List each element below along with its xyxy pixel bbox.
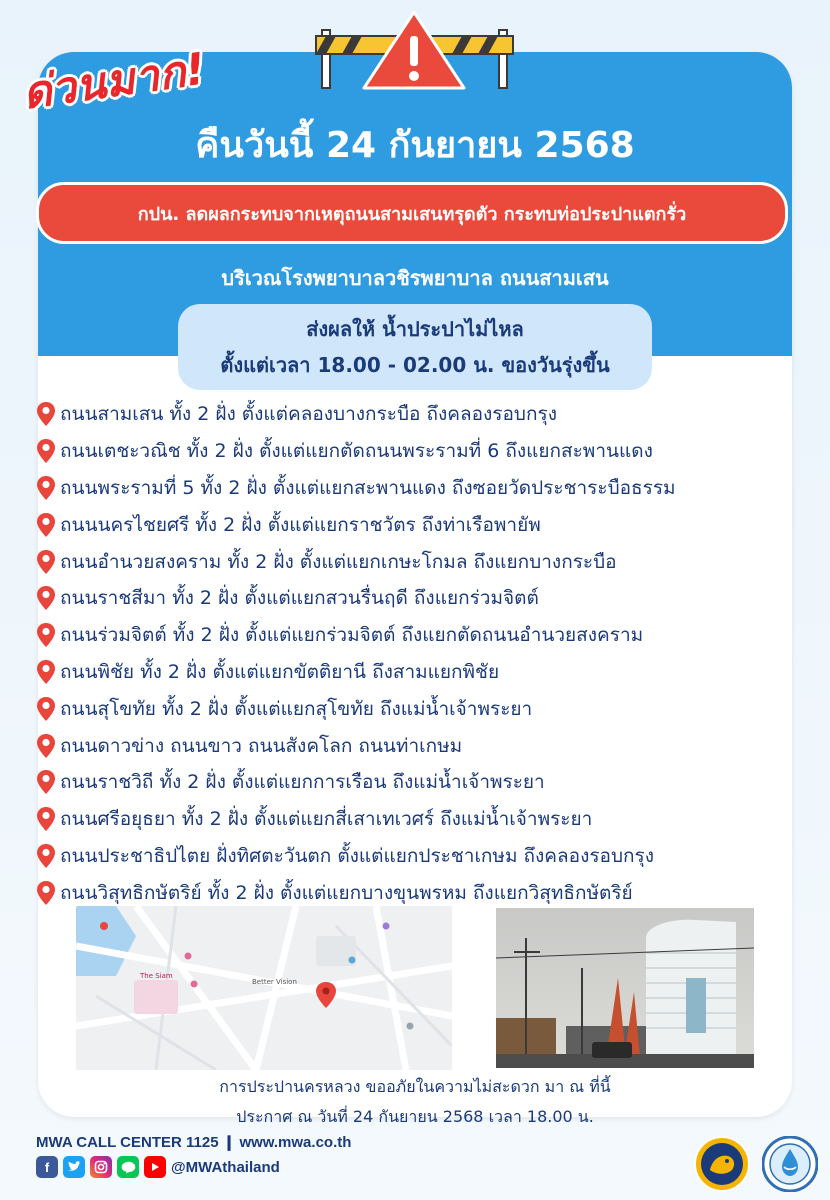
road-text: ถนนสุโขทัย ทั้ง 2 ฝั่ง ตั้งแต่แยกสุโขทัย ถึงแม่น้ำเจ้าพระยา xyxy=(60,697,533,720)
map-label-vision: Better Vision xyxy=(252,978,297,986)
location-text: บริเวณโรงพยาบาลวชิรพยาบาล ถนนสามเสน xyxy=(221,266,609,290)
location-pin-icon xyxy=(36,880,56,906)
location-pin-icon xyxy=(36,733,56,759)
list-item xyxy=(36,764,796,801)
announce-date: ประกาศ ณ วันที่ 24 กันยายน 2568 เวลา 18.00 น. xyxy=(236,1107,594,1126)
headline-banner: กปน. ลดผลกระทบจากเหตุถนนสามเสนทรุดตัว กระทบท่อประปาแตกรั่ว xyxy=(36,182,788,244)
list-item xyxy=(36,801,796,838)
list-item xyxy=(36,838,796,875)
page-title: คืนวันนี้ 24 กันยายน 2568 xyxy=(195,125,635,166)
list-item xyxy=(36,396,796,433)
instagram-icon[interactable] xyxy=(90,1156,112,1178)
list-item xyxy=(36,654,796,691)
location-pin-icon xyxy=(36,475,56,501)
road-text: ถนนพระรามที่ 5 ทั้ง 2 ฝั่ง ตั้งแต่แยกสะพานแดง ถึงซอยวัดประชาระบือธรรม xyxy=(60,476,676,499)
line-icon[interactable] xyxy=(117,1156,139,1178)
road-text: ถนนราชสีมา ทั้ง 2 ฝั่ง ตั้งแต่แยกสวนรื่นฤดี ถึงแยกร่วมจิตต์ xyxy=(60,587,539,610)
apology-text: การประปานครหลวง ขออภัยในความไม่สะดวก มา ณ ที่นี้ xyxy=(219,1077,611,1096)
location-pin-icon xyxy=(36,585,56,611)
location-pin-icon xyxy=(36,438,56,464)
list-item xyxy=(36,690,796,727)
list-item xyxy=(36,433,796,470)
road-text: ถนนดาวข่าง ถนนขาว ถนนสังคโลก ถนนท่าเกษม xyxy=(60,734,463,757)
location-pin-icon xyxy=(36,696,56,722)
road-text: ถนนอำนวยสงคราม ทั้ง 2 ฝั่ง ตั้งแต่แยกเกษะโกมล ถึงแยกบางกระบือ xyxy=(60,550,617,573)
list-item xyxy=(36,617,796,654)
images-row xyxy=(76,906,754,1070)
urgent-label: ด่วนมาก! xyxy=(19,43,209,120)
affected-roads-list xyxy=(36,396,796,911)
road-text: ถนนราชวิถี ทั้ง 2 ฝั่ง ตั้งแต่แยกการเรือน ถึงแม่น้ำเจ้าพระยา xyxy=(60,771,545,794)
map-label-siam: The Siam xyxy=(140,972,173,980)
notice-line-2: ตั้งแต่เวลา 18.00 - 02.00 น. ของวันรุ่งขึ้น xyxy=(220,353,610,377)
list-item xyxy=(36,727,796,764)
list-item xyxy=(36,580,796,617)
twitter-icon[interactable] xyxy=(63,1156,85,1178)
road-text: ถนนพิชัย ทั้ง 2 ฝั่ง ตั้งแต่แยกขัตติยานี ถึงสามแยกพิชัย xyxy=(60,660,500,683)
outage-notice xyxy=(178,304,652,390)
location-pin-icon xyxy=(36,549,56,575)
location-pin-icon xyxy=(36,622,56,648)
road-text: ถนนสามเสน ทั้ง 2 ฝั่ง ตั้งแต่คลองบางกระบือ ถึงคลองรอบกรุง xyxy=(60,403,557,426)
road-text: ถนนนครไชยศรี ทั้ง 2 ฝั่ง ตั้งแต่แยกราชวัตร ถึงท่าเรือพายัพ xyxy=(60,513,541,536)
road-text: ถนนศรีอยุธยา ทั้ง 2 ฝั่ง ตั้งแต่แยกสี่เสาเทเวศร์ ถึงแม่น้ำเจ้าพระยา xyxy=(60,808,593,831)
location-pin-icon xyxy=(36,659,56,685)
social-handle[interactable]: @MWAthailand xyxy=(171,1158,280,1176)
notice-line-1: ส่งผลให้ น้ำประปาไม่ไหล xyxy=(306,317,524,341)
youtube-icon[interactable] xyxy=(144,1156,166,1178)
mwa-logo xyxy=(762,1136,818,1192)
location-pin-icon xyxy=(36,401,56,427)
road-barrier-icon xyxy=(312,10,517,90)
location-pin-icon xyxy=(36,769,56,795)
list-item xyxy=(36,543,796,580)
list-item xyxy=(36,470,796,507)
location-map xyxy=(76,906,452,1070)
facebook-icon[interactable]: f xyxy=(36,1156,58,1178)
road-text: ถนนวิสุทธิกษัตริย์ ทั้ง 2 ฝั่ง ตั้งแต่แยกบางขุนพรหม ถึงแยกวิสุทธิกษัตริย์ xyxy=(60,881,633,904)
road-text: ถนนร่วมจิตต์ ทั้ง 2 ฝั่ง ตั้งแต่แยกร่วมจิตต์ ถึงแยกตัดถนนอำนวยสงคราม xyxy=(60,624,644,647)
social-links xyxy=(36,1156,280,1178)
location-pin-icon xyxy=(36,512,56,538)
location-pin-icon xyxy=(36,843,56,869)
road-text: ถนนประชาธิปไตย ฝั่งทิศตะวันตก ตั้งแต่แยกประชาเกษม ถึงคลองรอบกรุง xyxy=(60,844,655,867)
government-seal-logo xyxy=(694,1136,750,1192)
call-center-text[interactable]: MWA CALL CENTER 1125 ❙ www.mwa.co.th xyxy=(36,1134,352,1151)
list-item xyxy=(36,506,796,543)
hospital-photo xyxy=(496,908,754,1068)
road-text: ถนนเตชะวณิช ทั้ง 2 ฝั่ง ตั้งแต่แยกตัดถนนพระรามที่ 6 ถึงแยกสะพานแดง xyxy=(60,440,653,463)
location-pin-icon xyxy=(36,806,56,832)
